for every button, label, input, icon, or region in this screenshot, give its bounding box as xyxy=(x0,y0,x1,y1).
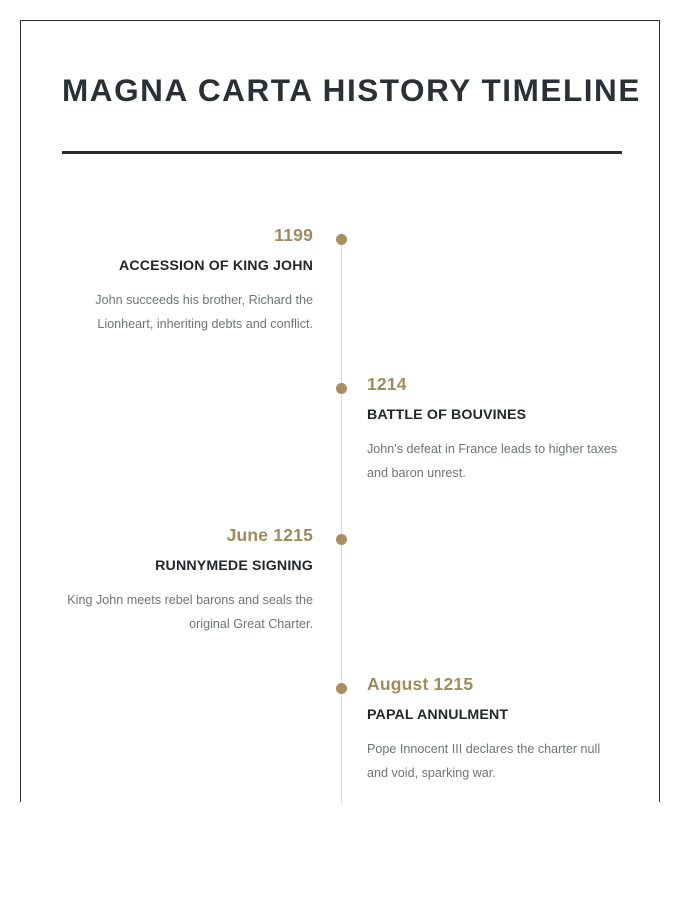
timeline-milestone-dot-icon xyxy=(336,534,347,545)
timeline-entry-description: Pope Innocent III declares the charter null and void, sparking war. xyxy=(367,741,601,781)
timeline-entry-year: 1214 xyxy=(367,374,407,394)
timeline-entry-content xyxy=(57,526,313,637)
timeline-entry-year: August 1215 xyxy=(367,674,474,694)
timeline-entry-headline: BATTLE OF BOUVINES xyxy=(367,407,527,424)
timeline-entry-headline: RUNNYMEDE SIGNING xyxy=(155,558,313,575)
timeline-entry-year: 1199 xyxy=(274,225,313,245)
timeline-entry-headline: PAPAL ANNULMENT xyxy=(367,707,509,724)
timeline-entry-headline: ACCESSION OF KING JOHN xyxy=(118,258,313,275)
timeline-milestone-dot-icon xyxy=(336,234,347,245)
timeline-entry-description: John's defeat in France leads to higher taxes and baron unrest. xyxy=(367,441,618,481)
timeline-entry-year: June 1215 xyxy=(226,525,313,545)
timeline-entry-description: John succeeds his brother, Richard the Lionheart, inheriting debts and conflict. xyxy=(95,292,313,332)
timeline-entry-content xyxy=(57,226,313,337)
timeline-entry-content xyxy=(367,675,623,786)
timeline-milestone-dot-icon xyxy=(336,683,347,694)
page-title: MAGNA CARTA HISTORY TIMELINE xyxy=(62,72,641,108)
timeline-milestone-dot-icon xyxy=(336,383,347,394)
timeline-entry-content xyxy=(367,375,623,486)
timeline-entry-description: King John meets rebel barons and seals the original Great Charter. xyxy=(67,592,313,632)
